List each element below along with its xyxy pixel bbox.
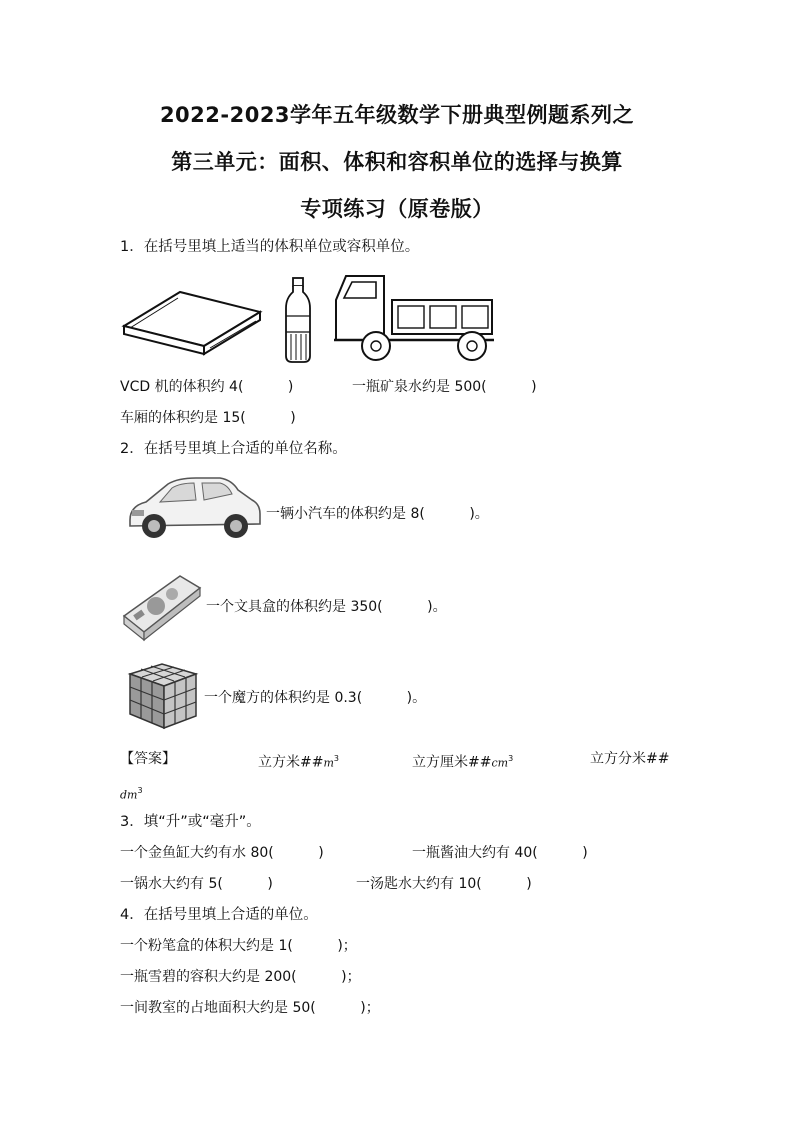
car-image — [124, 470, 264, 546]
truck-image — [332, 270, 496, 366]
q2-prompt: 2．在括号里填上合适的单位名称。 — [120, 441, 347, 457]
answer-3: 立方分米## — [590, 751, 670, 767]
q1-prompt: 1．在括号里填上适当的体积单位或容积单位。 — [120, 239, 420, 255]
q4-item-sprite: 一瓶雪碧的容积大约是 200( )； — [120, 969, 361, 985]
q2-item-pencilbox: 一个文具盒的体积约是 350( )。 — [206, 599, 447, 615]
rubiks-cube-image — [122, 660, 202, 732]
q4-item-classroom: 一间教室的占地面积大约是 50( )； — [120, 1000, 380, 1016]
q2-item-cube: 一个魔方的体积约是 0.3( )。 — [204, 690, 427, 706]
vcd-player-image — [118, 288, 266, 356]
q3-item-pot: 一锅水大约有 5( ) — [120, 876, 273, 892]
answer-3-unit: $dm^3$ — [120, 786, 143, 802]
q4-prompt: 4．在括号里填上合适的单位。 — [120, 907, 318, 923]
title-line-1: 2022-2023学年五年级数学下册典型例题系列之 — [159, 103, 635, 127]
q1-item-truck: 车厢的体积约是 15( ) — [120, 410, 296, 426]
title-line-3: 专项练习（原卷版） — [300, 197, 494, 221]
water-bottle-image — [282, 276, 314, 364]
q3-prompt: 3．填“升”或“毫升”。 — [120, 814, 261, 830]
q4-item-chalk: 一个粉笔盒的体积大约是 1( )； — [120, 938, 357, 954]
answer-2: 立方厘米$\#\#cm^3$ — [412, 754, 514, 771]
pencil-box-image — [120, 572, 204, 644]
q2-item-car: 一辆小汽车的体积约是 8( )。 — [266, 506, 489, 522]
answer-label: 【答案】 — [120, 751, 176, 767]
q3-item-fishtank: 一个金鱼缸大约有水 80( ) — [120, 845, 324, 861]
title-line-2: 第三单元：面积、体积和容积单位的选择与换算 — [171, 150, 623, 174]
q3-item-spoon: 一汤匙水大约有 10( ) — [356, 876, 532, 892]
q1-item-vcd: VCD 机的体积约 4( ) — [120, 379, 294, 395]
q3-item-soysauce: 一瓶酱油大约有 40( ) — [412, 845, 588, 861]
answer-1: 立方米$\#\#m^3$ — [258, 754, 339, 771]
q1-item-water: 一瓶矿泉水约是 500( ) — [352, 379, 537, 395]
